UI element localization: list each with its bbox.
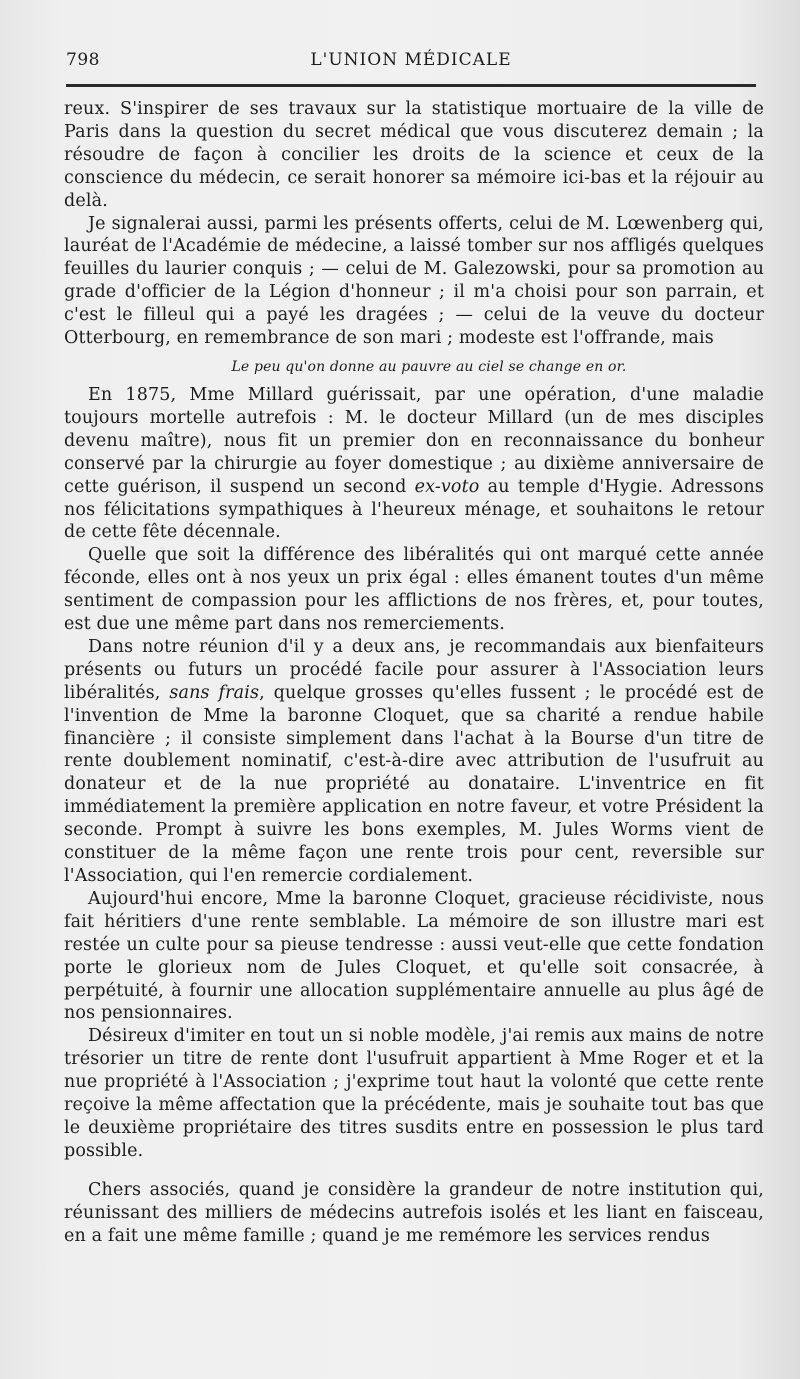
paragraph-7: Désireux d'imiter en tout un si noble modèle, j'ai remis aux mains de notre trésorier un titre de rente dont l'usufruit appartient à Mme Roger et et la nue propriété à l'Association ; j'exprime tout haut la volonté que cette rente reçoive la même affectation que la précédente, mais je souhaite tout bas que le deuxième propriétaire des titres susdits entre en possession le plus tard possible. (64, 1026, 764, 1161)
page-number: 798 (66, 50, 100, 70)
paragraph-3-part-a: En 1875, Mme Millard guérissait, par une opération, d'une maladie toujours mortelle autrefois : M. le docteur Millard (un de mes disciples devenu maître), nous fit un premier don en reconnaissance du bonheur conservé par la chirurgie au foyer domestique ; au dixième anniversaire de cette guérison, il suspend un second (64, 384, 764, 497)
paragraph-5 (64, 636, 764, 888)
paragraph-3 (64, 384, 764, 544)
paragraph-5-part-b: , quelque grosses qu'elles fussent ; le procédé est de l'invention de Mme la baronne Cloquet, que sa charité a rendue habile financière ; il consiste simplement dans l'achat à la Bourse d'un titre de rente doublement nominatif, c'est-à-dire avec attribution de l'usufruit au donateur et de la nue propriété au donataire. L'inventrice en fit immédiatement la première application en notre faveur, et votre Président la seconde. Prompt à suivre les bons exemples, M. Jules Worms vient de constituer de la même façon une rente trois pour cent, reversible sur l'Association, qui l'en remercie cordialement. (64, 682, 764, 886)
article-body (64, 98, 764, 1248)
paragraph-5-italic: sans frais (169, 682, 260, 703)
running-header (66, 48, 756, 74)
paragraph-3-part-b: au temple d'Hygie. Adressons nos félicitations sympathiques à l'heureux ménage, et souhaitons le retour de cette fête décennale. (64, 476, 764, 543)
paragraph-gap (64, 1163, 764, 1179)
paragraph-5-part-a: Dans notre réunion d'il y a deux ans, je recommandais aux bienfaiteurs présents ou futurs un procédé facile pour assurer à l'Association leurs libéralités, (64, 636, 764, 703)
paragraph-8: Chers associés, quand je considère la grandeur de notre institution qui, réunissant des milliers de médecins autrefois isolés et les liant en faisceau, en a fait une même famille ; quand je me remémore les services rendus (64, 1179, 764, 1246)
paragraph-1: reux. S'inspirer de ses travaux sur la statistique mortuaire de la ville de Paris dans la question du secret médical que vous discuterez demain ; la résoudre de façon à concilier les droits de la science et ceux de la conscience du médecin, ce serait honorer sa mémoire ici-bas et la réjouir au delà. (64, 99, 764, 211)
header-rule (66, 84, 756, 87)
paragraph-6: Aujourd'hui encore, Mme la baronne Cloquet, gracieuse récidiviste, nous fait héritiers d'une rente semblable. La mémoire de son illustre mari est restée un culte pour sa pieuse tendresse : aussi veut-elle que cette fondation porte le glorieux nom de Jules Cloquet, et qu'elle soit consacrée, à perpétuité, à fournir une allocation supplémentaire annuelle au plus âgé de nos pensionnaires. (64, 888, 764, 1024)
paragraph-2: Je signalerai aussi, parmi les présents offerts, celui de M. Lœwenberg qui, lauréat de l'Académie de médecine, a laissé tomber sur nos affligés quelques feuilles du laurier conquis ; — celui de M. Galezowski, pour sa promotion au grade d'officier de la Légion d'honneur ; il m'a choisi pour son parrain, et c'est le filleul qui a payé les dragées ; — celui de la veuve du docteur Otterbourg, en remembrance de son mari ; modeste est l'offrande, mais (64, 213, 764, 349)
verse-quote: Le peu qu'on donne au pauvre au ciel se change en or. (231, 358, 627, 375)
paragraph-3-italic: ex-voto (414, 476, 480, 497)
journal-title: L'UNION MÉDICALE (310, 50, 512, 70)
paragraph-4: Quelle que soit la différence des libéralités qui ont marqué cette année féconde, elles ont à nos yeux un prix égal : elles émanent toutes d'un même sentiment de compassion pour les afflictions de nos frères, et, pour toutes, est due une même part dans nos remerciements. (64, 545, 764, 635)
